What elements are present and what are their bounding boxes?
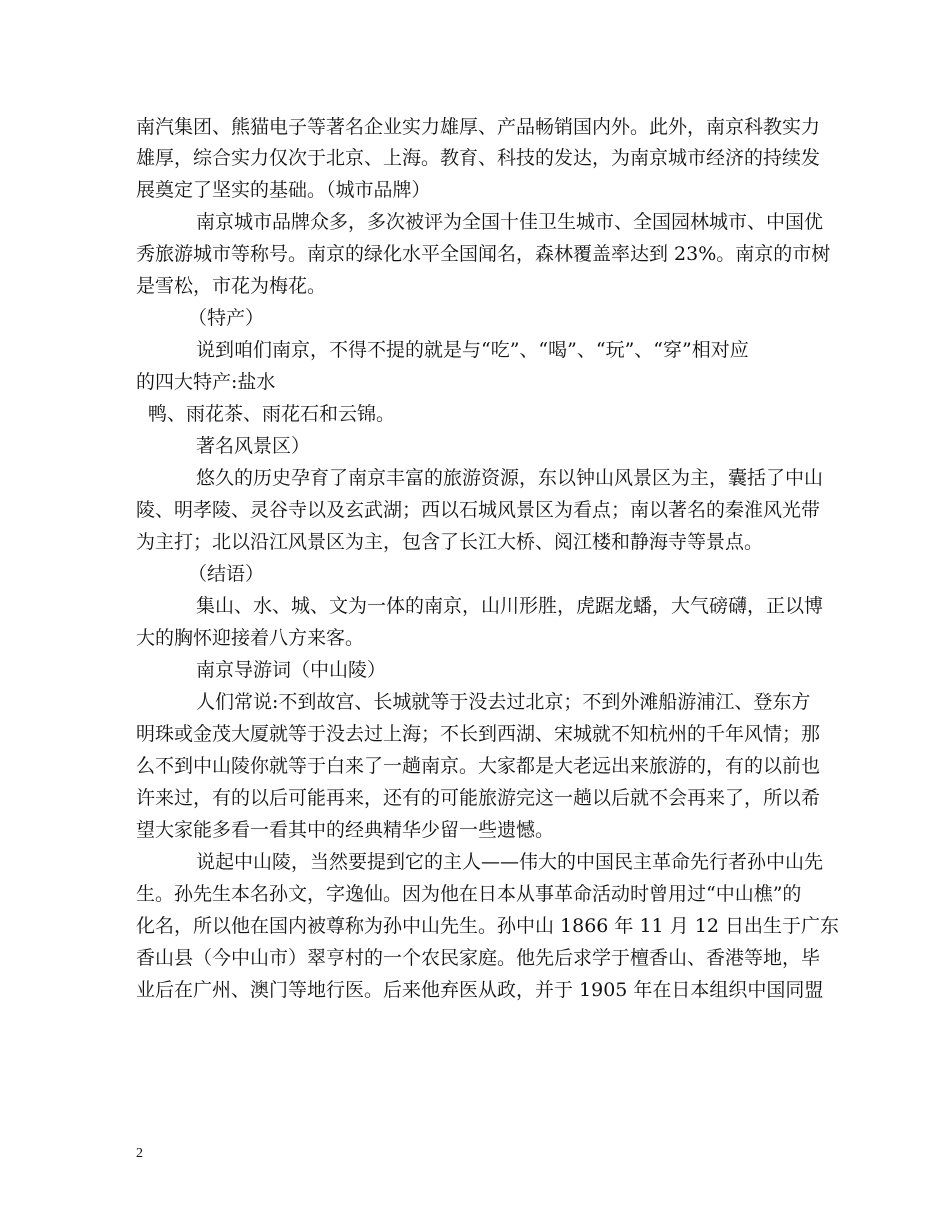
text-line: （特产） <box>188 307 265 329</box>
text-line: 么不到中山陵你就等于白来了一趟南京。大家都是大老远出来旅游的，有的以前也 <box>136 755 821 777</box>
text-line: 望大家能多看一看其中的经典精华少留一些遗憾。 <box>136 819 555 841</box>
text-line: 秀旅游城市等称号。南京的绿化水平全国闻名，森林覆盖率达到 23%。南京的市树 <box>136 243 831 265</box>
text-line: 大的胸怀迎接着八方来客。 <box>136 627 365 649</box>
text-line: 明珠或金茂大厦就等于没去过上海；不长到西湖、宋城就不知杭州的千年风情；那 <box>136 723 821 745</box>
text-line: 许来过，有的以后可能再来，还有的可能旅游完这一趟以后就不会再来了，所以希 <box>136 787 821 809</box>
text-line: （结语） <box>188 563 265 585</box>
text-line: 南京城市品牌众多，多次被评为全国十佳卫生城市、全国园林城市、中国优 <box>196 211 824 233</box>
text-line: 著名风景区） <box>196 435 311 457</box>
text-line: 雄厚，综合实力仅次于北京、上海。教育、科技的发达，为南京城市经济的持续发 <box>136 147 821 169</box>
text-line: 是雪松，市花为梅花。 <box>136 275 327 297</box>
text-line: 陵、明孝陵、灵谷寺以及玄武湖；西以石城风景区为看点；南以著名的秦淮风光带 <box>136 499 821 521</box>
text-line: 说到咱们南京，不得不提的就是与“吃”、“喝”、“玩”、“穿”相对应 <box>196 339 749 361</box>
text-line: 南京导游词（中山陵） <box>196 659 387 681</box>
text-line: 业后在广州、澳门等地行医。后来他弃医从政，并于 1905 年在日本组织中国同盟 <box>136 979 824 1001</box>
text-line: 南汽集团、熊猫电子等著名企业实力雄厚、产品畅销国内外。此外，南京科教实力 <box>136 116 821 138</box>
text-line: 说起中山陵，当然要提到它的主人——伟大的中国民主革命先行者孙中山先 <box>196 851 824 873</box>
text-line: 展奠定了坚实的基础。（城市品牌） <box>136 179 431 201</box>
text-line: 人们常说:不到故宫、长城就等于没去过北京；不到外滩船游浦江、登东方 <box>196 691 811 713</box>
text-line: 为主打；北以沿江风景区为主，包含了长江大桥、阅江楼和静海寺等景点。 <box>136 531 764 553</box>
text-line: 鸭、雨花茶、雨花石和云锦。 <box>148 403 396 425</box>
text-line: 集山、水、城、文为一体的南京，山川形胜，虎踞龙蟠，大气磅礴，正以博 <box>196 595 824 617</box>
text-line: 悠久的历史孕育了南京丰富的旅游资源，东以钟山风景区为主，囊括了中山 <box>196 467 824 489</box>
text-line: 生。孙先生本名孙文，字逸仙。因为他在日本从事革命活动时曾用过“中山樵”的 <box>136 883 802 905</box>
text-line: 的四大特产:盐水 <box>136 371 276 393</box>
text-line: 化名，所以他在国内被尊称为孙中山先生。孙中山 1866 年 11 月 12 日出生于广东 <box>136 915 839 937</box>
text-line: 香山县（今中山市）翠亨村的一个农民家庭。他先后求学于檀香山、香港等地，毕 <box>136 947 821 969</box>
page-number: 2 <box>136 1146 143 1161</box>
